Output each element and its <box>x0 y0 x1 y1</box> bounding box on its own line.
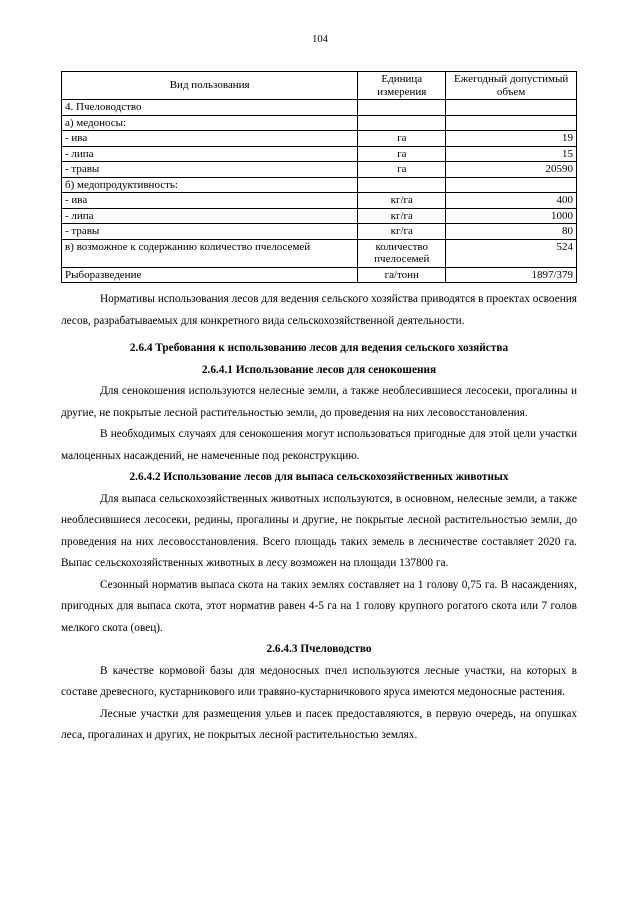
volume-cell: 20590 <box>446 162 577 178</box>
usage-type-cell: - липа <box>62 208 358 224</box>
table-header-row <box>62 72 577 100</box>
section-heading-2-6-4: 2.6.4 Требования к использованию лесов для ведения сельского хозяйства <box>129 342 509 354</box>
unit-cell: кг/га <box>358 208 446 224</box>
volume-cell: 1897/379 <box>446 267 577 283</box>
table-row <box>62 193 577 209</box>
usage-type-cell: - травы <box>62 224 358 240</box>
table-row <box>62 239 577 267</box>
usage-type-cell: - травы <box>62 162 358 178</box>
paragraph-beekeeping-2: Лесные участки для размещения ульев и пасек предоставляются, в первую очередь, на опушках леса, прогалинах и других, не покрытых лесной растительностью землях. <box>61 707 577 741</box>
table-row <box>62 267 577 283</box>
forest-usage-table <box>61 71 577 283</box>
paragraph-grazing-2: Сезонный норматив выпаса скота на таких землях составляет на 1 голову 0,75 га. В насаждениях, пригодных для выпаса скота, этот норматив равен 4-5 га на 1 голову крупного рогатого скота или 7 голов мелкого скота (овец). <box>61 578 577 634</box>
page-number: 104 <box>312 34 328 45</box>
table-row <box>62 177 577 193</box>
usage-type-cell: а) медоносы: <box>62 115 358 131</box>
usage-type-cell: в) возможное к содержанию количество пчелосемей <box>62 239 358 267</box>
usage-type-cell: - липа <box>62 146 358 162</box>
unit-cell <box>358 100 446 116</box>
unit-cell <box>358 177 446 193</box>
unit-cell: кг/га <box>358 224 446 240</box>
unit-cell: га <box>358 146 446 162</box>
table-row <box>62 100 577 116</box>
header-unit: Единица измерения <box>358 72 446 100</box>
unit-cell <box>358 115 446 131</box>
unit-cell: га/тонн <box>358 267 446 283</box>
paragraph-norms: Нормативы использования лесов для ведения сельского хозяйства приводятся в проектах освоения лесов, разрабатываемых для конкретного вида сельскохозяйственной деятельности. <box>61 293 577 327</box>
table-body <box>62 100 577 283</box>
section-heading-2-6-4-1: 2.6.4.1 Использование лесов для сенокошения <box>201 363 437 376</box>
usage-type-cell: 4. Пчеловодство <box>62 100 358 116</box>
section-heading-2-6-4-3: 2.6.4.3 Пчеловодство <box>266 643 372 655</box>
usage-type-cell: - ива <box>62 131 358 147</box>
paragraph-grazing-1: Для выпаса сельскохозяйственных животных используются, в основном, нелесные земли, а также необлесившиеся лесосеки, редины, прогалины и другие, не покрытые лесной растительностью земли, до проведения на них лесовосстановления. Всего площадь таких земель в лесничестве составляет 2020 га. Выпас сельскохозяйственных животных в лесу возможен на площади 137800 га. <box>61 492 577 569</box>
volume-cell <box>446 177 577 193</box>
usage-type-cell: б) медопродуктивность: <box>62 177 358 193</box>
section-heading-2-6-4-2: 2.6.4.2 Использование лесов для выпаса сельскохозяйственных животных <box>129 471 509 483</box>
unit-cell: га <box>358 131 446 147</box>
unit-cell: количество пчелосемей <box>358 239 446 267</box>
unit-cell: кг/га <box>358 193 446 209</box>
table-row <box>62 162 577 178</box>
table-row <box>62 131 577 147</box>
table-row <box>62 115 577 131</box>
volume-cell: 524 <box>446 239 577 267</box>
table-row <box>62 208 577 224</box>
volume-cell <box>446 115 577 131</box>
usage-type-cell: Рыборазведение <box>62 267 358 283</box>
paragraph-haymaking-1: Для сенокошения используются нелесные земли, а также необлесившиеся лесосеки, прогалины и другие, не покрытые лесной растительностью земли, до проведения на них лесовосстановления. <box>61 385 577 419</box>
table-row <box>62 146 577 162</box>
header-annual-volume: Ежегодный допустимый объем <box>446 72 577 100</box>
usage-type-cell: - ива <box>62 193 358 209</box>
volume-cell: 1000 <box>446 208 577 224</box>
unit-cell: га <box>358 162 446 178</box>
volume-cell <box>446 100 577 116</box>
volume-cell: 400 <box>446 193 577 209</box>
paragraph-haymaking-2: В необходимых случаях для сенокошения могут использоваться пригодные для этой цели участки малоценных насаждений, не намеченные под реконструкцию. <box>61 428 577 462</box>
table-row <box>62 224 577 240</box>
header-usage-type: Вид пользования <box>62 72 358 100</box>
body-text <box>61 289 577 747</box>
volume-cell: 80 <box>446 224 577 240</box>
volume-cell: 15 <box>446 146 577 162</box>
paragraph-beekeeping-1: В качестве кормовой базы для медоносных пчел используются лесные участки, на которых в составе древесного, кустарникового или травяно-кустарничкового яруса имеются медоносные растения. <box>61 664 577 698</box>
volume-cell: 19 <box>446 131 577 147</box>
